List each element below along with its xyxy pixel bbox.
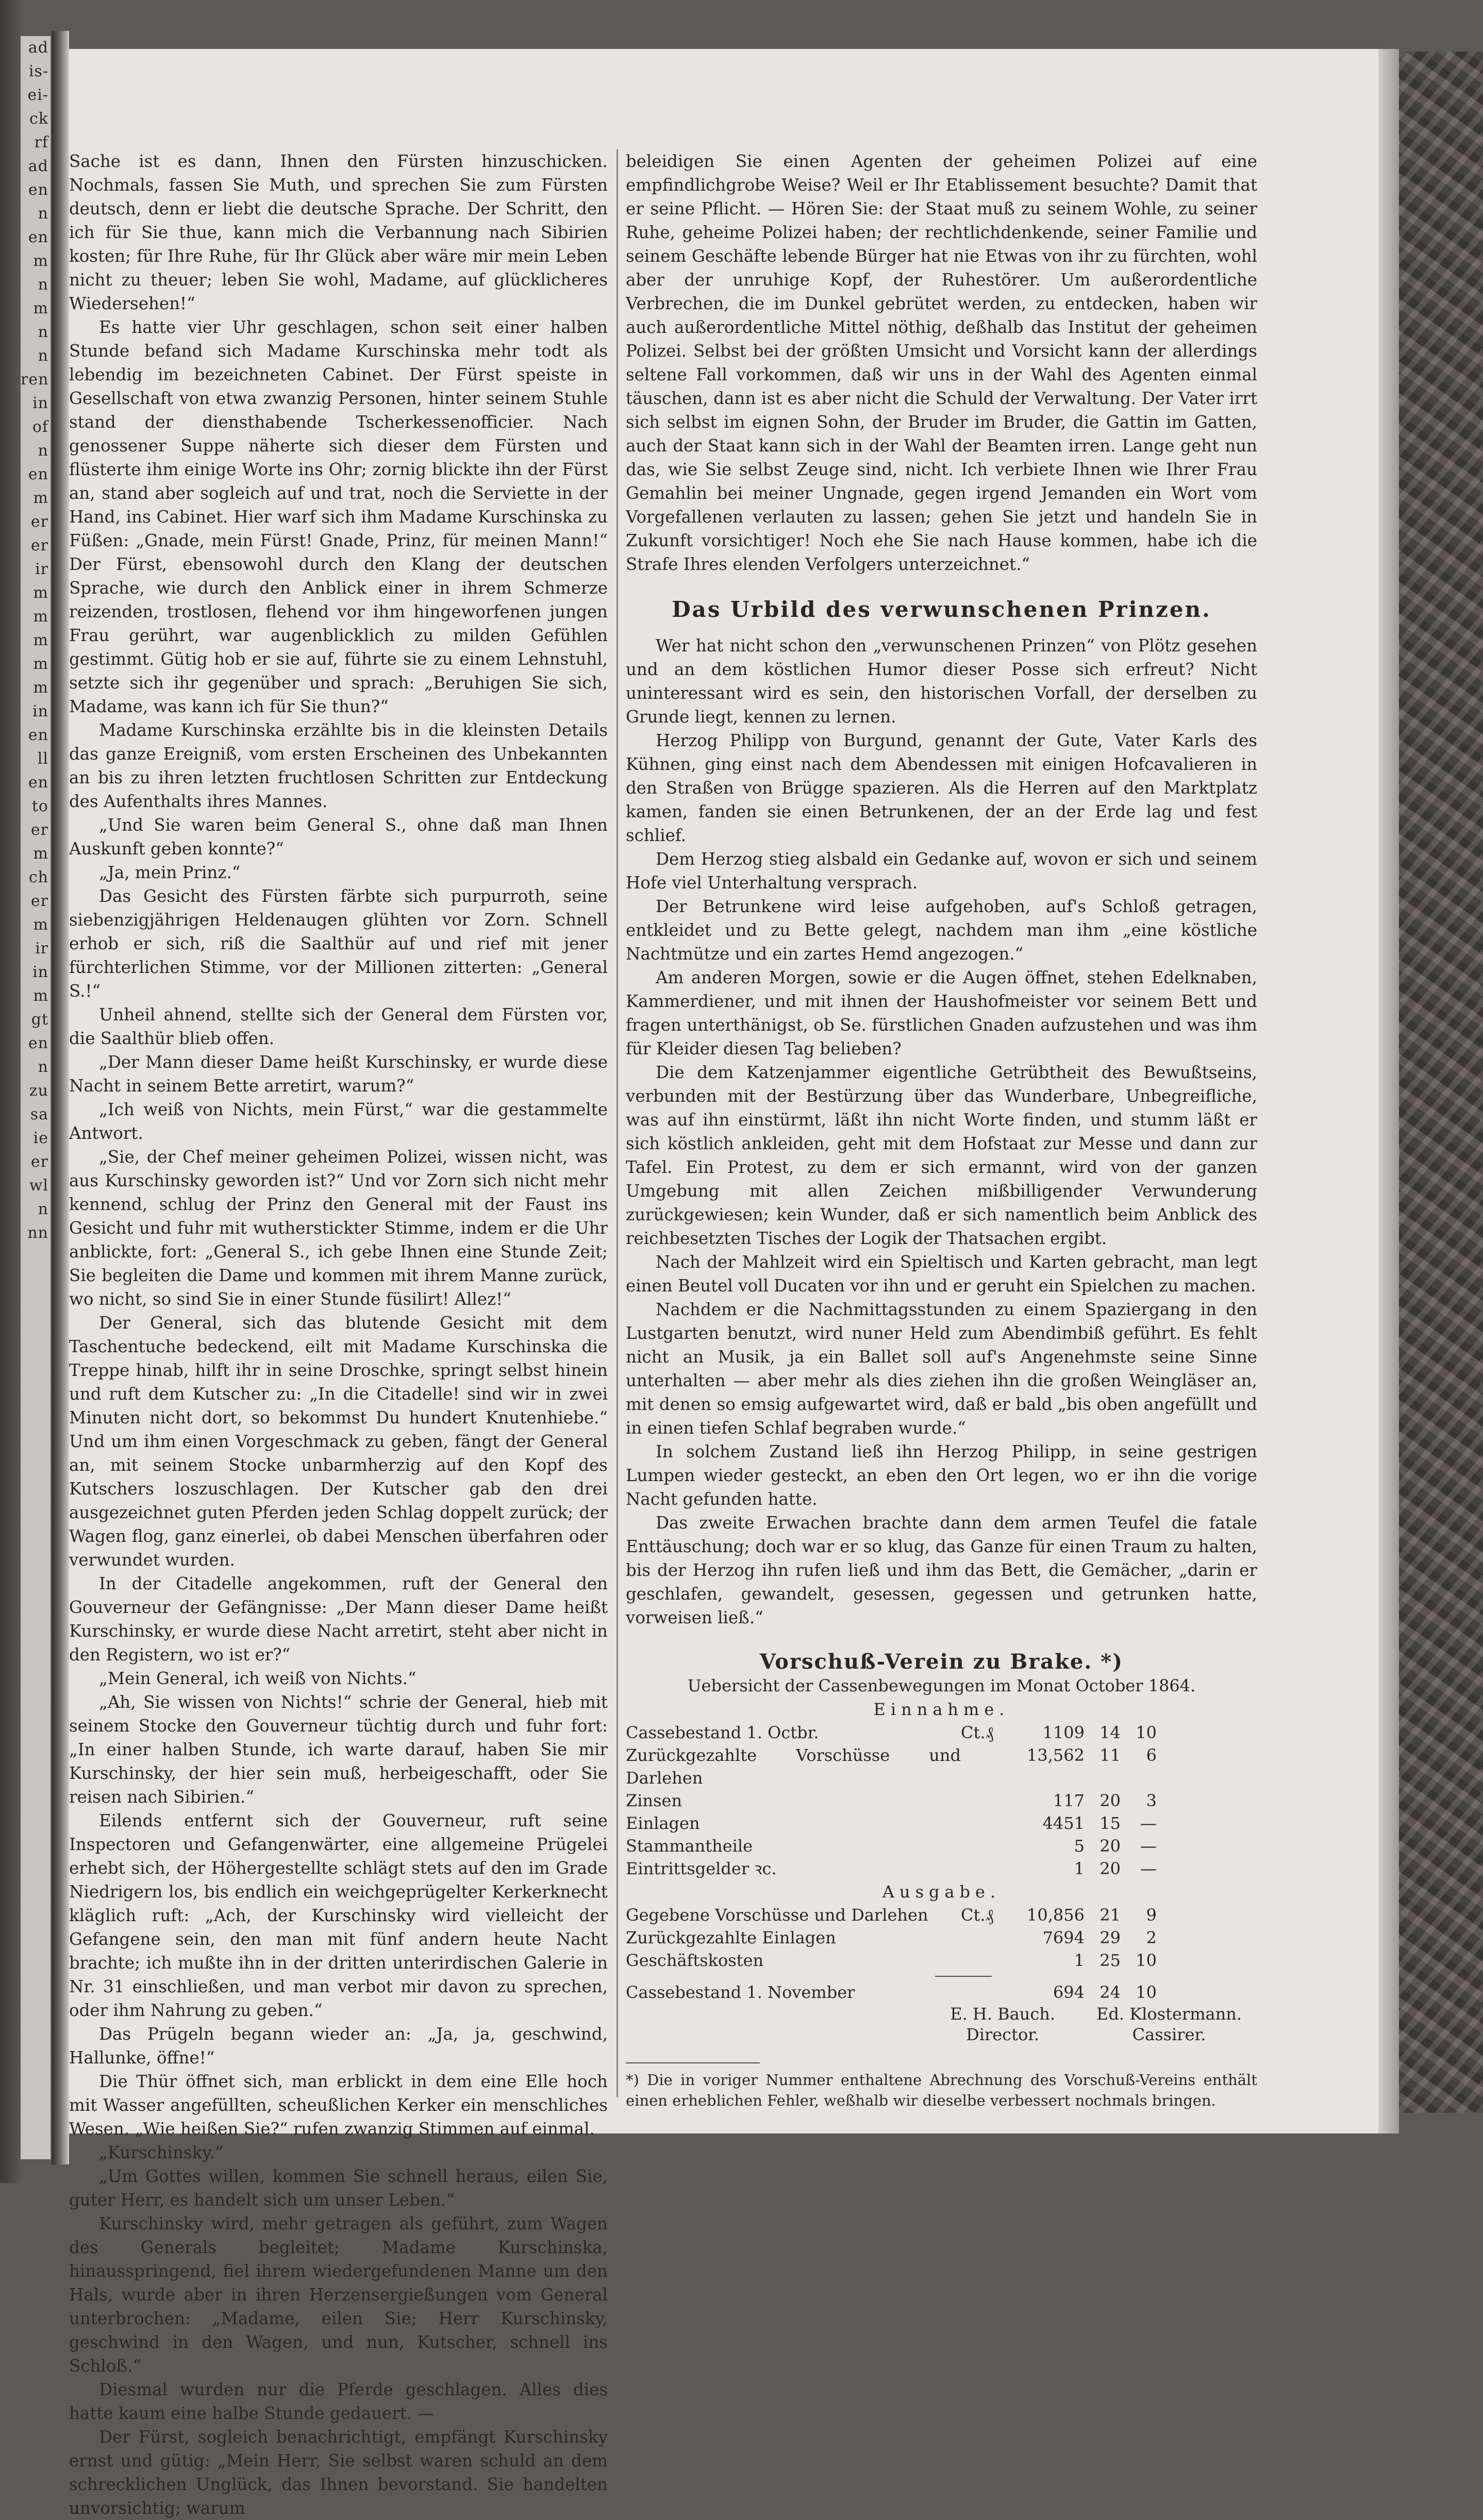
paragraph: „Mein General, ich weiß von Nichts.“ xyxy=(99,1669,416,1688)
ledger-row-label: Gegebene Vorschüsse und Darlehen xyxy=(626,1905,928,1925)
newspaper-page xyxy=(69,49,1378,2518)
paragraph: „Und Sie waren beim General S., ohne daß man Ihnen Auskunft geben konnte?“ xyxy=(69,815,608,859)
ledger-row-currency xyxy=(961,1835,1002,1857)
previous-page-line: wl xyxy=(29,1177,48,1195)
previous-page-line: en xyxy=(28,726,48,744)
ledger-row-currency: Ct.₰ xyxy=(961,1905,994,1925)
ledger-section xyxy=(626,1650,1257,2045)
ledger-row-label: Cassebestand 1. November xyxy=(626,1983,855,2002)
ledger-row-pfennig: — xyxy=(1140,1836,1157,1856)
paragraph: Der Betrunkene wird leise aufgehoben, auf's Schloß getragen, entkleidet und zu Bette gelegt, nachdem man ihm „eine köstliche Nachtmütze und ein zartes Hemd angezogen.“ xyxy=(626,897,1257,964)
paragraph: „Ja, mein Prinz.“ xyxy=(99,863,241,882)
ledger-expense-label: Ausgabe. xyxy=(882,1882,1001,1902)
previous-page-line: n xyxy=(38,442,48,460)
previous-page-line: m xyxy=(33,489,48,507)
paragraph: Das Prügeln begann wieder an: „Ja, ja, geschwind, Hallunke, öffne!“ xyxy=(69,2024,608,2068)
paragraph: „Der Mann dieser Dame heißt Kurschinsky, er wurde diese Nacht in seinem Bette arretirt, warum?“ xyxy=(69,1052,608,1096)
column-divider xyxy=(616,149,618,2097)
previous-page-line: of xyxy=(32,418,48,436)
paragraph: Die Thür öffnet sich, man erblickt in dem eine Elle hoch mit Wasser angefüllten, scheußlichen Kerker ein menschliches Wesen. „Wie heißen Sie?“ rufen zwanzig Stimmen auf einmal. xyxy=(69,2072,608,2139)
previous-page-line: ch xyxy=(28,868,48,886)
book-binding-left xyxy=(0,0,21,2183)
previous-page-line: m xyxy=(33,679,48,697)
ledger-row-groschen: 20 xyxy=(1099,1836,1121,1856)
paragraph: Diesmal wurden nur die Pferde geschlagen. Alles dies hatte kaum eine halbe Stunde gedauert. — xyxy=(69,2380,608,2423)
ledger-row-groschen: 29 xyxy=(1099,1928,1121,1947)
footnote: *) Die in voriger Nummer enthaltene Abrechnung des Vorschuß-Vereins enthält einen erheblichen Fehler, weßhalb wir dieselbe verbessert nochmals bringen. xyxy=(626,2071,1257,2109)
paragraph: Unheil ahnend, stellte sich der General dem Fürsten vor, die Saalthür blieb offen. xyxy=(69,1005,608,1048)
ledger-row-pfennig: 2 xyxy=(1146,1928,1157,1947)
ledger-row-pfennig: 10 xyxy=(1136,1951,1157,1970)
previous-page-line: n xyxy=(38,323,48,341)
previous-page-line: n xyxy=(38,276,48,294)
ledger-row-label: Cassebestand 1. Octbr. xyxy=(626,1723,819,1742)
ledger-title: Vorschuß-Verein zu Brake. *) xyxy=(759,1650,1124,1674)
ledger-row-thaler: 5 xyxy=(1074,1836,1085,1856)
ledger-row-label: Zurückgezahlte Einlagen xyxy=(626,1928,836,1947)
paragraph: Herzog Philipp von Burgund, genannt der Gute, Vater Karls des Kühnen, ging einst nach dem Abendessen mit einigen Hofcavalieren in den Straßen von Brügge spazieren. Als die Herren auf den Marktplatz kamen, fanden sie einen Betrunkenen, der an der Erde lag und fest schlief. xyxy=(626,731,1257,845)
paragraph: Nach der Mahlzeit wird ein Spieltisch und Karten gebracht, man legt einen Beutel voll Ducaten vor ihn und er geruht ein Spielchen zu machen. xyxy=(626,1252,1257,1296)
ledger-row-pfennig: 10 xyxy=(1136,1723,1157,1742)
ledger-row-currency xyxy=(961,1744,1002,1789)
paragraph: Sache ist es dann, Ihnen den Fürsten hinzuschicken. Nochmals, fassen Sie Muth, und sprechen Sie zum Fürsten deutsch, denn er liebt die deutsche Sprache. Der Schritt, den ich für Sie thue, kann mich die Verbannung nach Sibirien kosten; für Ihre Ruhe, für Ihr Glück aber wäre mir mein Leben nicht zu theuer; leben Sie wohl, Madame, auf glücklicheres Wiedersehen!“ xyxy=(69,152,608,313)
paragraph: „Kurschinsky.“ xyxy=(99,2143,224,2162)
ledger-row-currency xyxy=(961,1949,1002,1972)
previous-page-edge xyxy=(21,36,52,2159)
previous-page-line: rf xyxy=(34,133,48,152)
paragraph: „Sie, der Chef meiner geheimen Polizei, wissen nicht, was aus Kurschinsky geworden ist?“ Und vor Zorn sich nicht mehr kennend, schlug der Prinz den General mit der Faust ins Gesicht und fuhr mit wutherstickter Stimme, indem er die Uhr anblickte, fort: „General S., ich gebe Ihnen eine Stunde Zeit; Sie begleiten die Dame und kommen mit ihrem Manne zurück, wo nicht, so sind Sie in einer Stunde füsilirt! Allez!“ xyxy=(69,1147,608,1309)
previous-page-line: zu xyxy=(29,1082,48,1100)
ledger-row-groschen: 14 xyxy=(1099,1723,1121,1742)
previous-page-line: m xyxy=(33,916,48,934)
previous-page-line: en xyxy=(28,181,48,199)
ledger-row xyxy=(626,1789,1257,1812)
ledger-row-groschen: 21 xyxy=(1099,1905,1121,1925)
ledger-row-label: Geschäftskosten xyxy=(626,1951,764,1970)
signature-director xyxy=(950,2004,1055,2045)
previous-page-line: en xyxy=(28,228,48,246)
story-continuation xyxy=(626,149,1257,576)
paragraph: Es hatte vier Uhr geschlagen, schon seit einer halben Stunde befand sich Madame Kurschinska mehr todt als lebendig im bezeichneten Cabinet. Der Fürst speiste in Gesellschaft von etwa zwanzig Personen, hinter seinem Stuhle stand der diensthabende Tscherkessenofficier. Nach genossener Suppe näherte sich dieser dem Fürsten und flüsterte ihm einige Worte ins Ohr; zornig blickte ihn der Fürst an, stand aber sogleich auf und trat, noch die Serviette in der Hand, ins Cabinet. Hier warf sich ihm Madame Kurschinska zu Füßen: „Gnade, mein Fürst! Gnade, Prinz, für meinen Mann!“ Der Fürst, ebensowohl durch den Klang der deutschen Sprache, wie durch den Anblick einer in ihrem Schmerze reizenden, trostlosen, flehend vor ihm hingeworfenen jungen Frau gerührt, war augenblicklich zu milden Gefühlen gestimmt. Gütig hob er sie auf, führte sie zu einem Lehnstuhl, setzte sich ihr gegenüber und sprach: „Beruhigen Sie sich, Madame, was kann ich für Sie thun?“ xyxy=(69,317,608,716)
previous-page-line: en xyxy=(28,465,48,483)
ledger-row-currency xyxy=(961,1789,1002,1812)
ledger-row-thaler: 117 xyxy=(1053,1791,1085,1810)
ledger-row-thaler: 694 xyxy=(1053,1983,1085,2002)
ledger-row-groschen: 24 xyxy=(1099,1983,1121,2002)
previous-page-line: en xyxy=(28,774,48,792)
previous-page-line: n xyxy=(38,347,48,365)
previous-page-line: n xyxy=(38,1200,48,1218)
ledger-row-thaler: 7694 xyxy=(1042,1928,1085,1947)
previous-page-line: to xyxy=(31,797,48,815)
previous-page-line: er xyxy=(30,1153,48,1171)
signature-role: Cassirer. xyxy=(1132,2025,1206,2044)
ledger-row-currency xyxy=(961,1926,1002,1949)
previous-page-line: n xyxy=(38,205,48,223)
ledger-row xyxy=(626,1904,1257,1926)
ledger-row-thaler: 1109 xyxy=(1042,1723,1085,1742)
ledger-row-groschen: 25 xyxy=(1099,1951,1121,1970)
paragraph: Der General, sich das blutende Gesicht mit dem Taschentuche bedeckend, eilt mit Madame Kurschinska die Treppe hinab, hilft ihr in seine Droschke, springt selbst hinein und ruft dem Kutscher zu: „In die Citadelle! sind wir in zwei Minuten nicht dort, so bekommst Du hundert Knutenhiebe.“ Und um ihm einen Vorgeschmack zu geben, fängt der General an, mit seinem Stocke unbarmherzig auf den Kopf des Kutschers loszuschlagen. Der Kutscher gab den drei ausgezeichnet guten Pferden jeden Schlag doppelt zurück; der Wagen flog, ganz einerlei, ob dabei Menschen überfahren oder verwundet wurden. xyxy=(69,1313,608,1570)
previous-page-line: in xyxy=(32,963,48,981)
paragraph: Die dem Katzenjammer eigentliche Getrübtheit des Bewußtseins, verbunden mit der Bestürzung über das Wunderbare, Unbegreifliche, was auf ihn einstürmt, läßt ihn nicht Worte finden, und stumm läßt er sich köstlich ankleiden, geht mit dem Hofstaat zur Messe und dann zur Tafel. Ein Protest, zu dem er sich ermannt, wird von der ganzen Umgebung mit allen Zeichen mißbilligender Verwunderung zurückgewiesen; kein Wunder, daß er sich namentlich beim Anblick des reichbesetzten Tisches der Logik der Thatsachen ergibt. xyxy=(626,1063,1257,1248)
footnote-rule xyxy=(626,2062,760,2063)
ledger-expense-rows xyxy=(626,1904,1257,1972)
previous-page-line: ren xyxy=(21,371,49,389)
ledger-row xyxy=(626,1721,1257,1744)
paragraph: Kurschinsky wird, mehr getragen als geführt, zum Wagen des Generals begleitet; Madame Kurschinska, hinausspringend, fiel ihrem wiedergefundenen Manne um den Hals, wurde aber in ihren Herzensergießungen vom General unterbrochen: „Madame, eilen Sie; Herr Kurschinsky, geschwind in den Wagen, und nun, Kutscher, schnell ins Schloß.“ xyxy=(69,2214,608,2376)
paragraph: Das zweite Erwachen brachte dann dem armen Teufel die fatale Enttäuschung; doch war er so klug, das Ganze für einen Traum zu halten, bis der Herzog ihn rufen ließ und ihm das Bett, die Gemächer, „darin er geschlafen, gewandelt, gesessen, gegessen und getrunken hatte, vorweisen ließ.“ xyxy=(626,1513,1257,1627)
previous-page-line: er xyxy=(30,536,48,555)
paragraph: „Ich weiß von Nichts, mein Fürst,“ war die gestammelte Antwort. xyxy=(69,1100,608,1143)
ledger-row-label: Zurückgezahlte Vorschüsse und Darlehen xyxy=(626,1745,961,1788)
previous-page-line: ll xyxy=(37,750,48,768)
ledger-row-thaler: 4451 xyxy=(1042,1813,1085,1833)
book-gutter xyxy=(52,31,69,2164)
previous-page-line: m xyxy=(33,584,48,602)
page-stack-edge xyxy=(1378,49,1399,2133)
signature-role: Director. xyxy=(966,2025,1040,2044)
ledger-row-groschen: 11 xyxy=(1099,1745,1121,1765)
ledger-row xyxy=(626,1744,1257,1789)
article-body xyxy=(626,634,1257,1629)
ledger-subtitle: Uebersicht der Cassenbewegungen im Monat October 1864. xyxy=(687,1676,1196,1695)
ledger-row xyxy=(626,1857,1257,1880)
right-column xyxy=(626,149,1257,2111)
paragraph: Am anderen Morgen, sowie er die Augen öffnet, stehen Edelknaben, Kammerdiener, und mit ihnen der Haushofmeister vor seinem Bett und fragen unterthänigst, ob Se. fürstlichen Gnaden aufzustehen und was ihm für Kleider diesen Tag belieben? xyxy=(626,968,1257,1059)
previous-page-line: ad xyxy=(28,157,48,175)
ledger-row-label: Einlagen xyxy=(626,1813,700,1833)
ledger-signatures xyxy=(626,2004,1257,2045)
ledger-row-thaler: 13,562 xyxy=(1027,1745,1085,1765)
ledger-row xyxy=(626,1926,1257,1949)
ledger-row-label: Stammantheile xyxy=(626,1836,753,1856)
paragraph: In solchem Zustand ließ ihn Herzog Philipp, in seine gestrigen Lumpen wieder gesteckt, an eben den Ort legen, wo er ihn die vorige Nacht gefunden hatte. xyxy=(626,1442,1257,1509)
paragraph: Wer hat nicht schon den „verwunschenen Prinzen“ von Plötz gesehen und an dem köstlichen Humor dieser Posse sich erfreut? Nicht uninteressant wird es sein, den historischen Vorfall, der derselben zu Grunde liegt, kennen zu lernen. xyxy=(626,636,1257,727)
ledger-row-groschen: 15 xyxy=(1099,1813,1121,1833)
ledger-row-pfennig: 9 xyxy=(1146,1905,1157,1925)
paragraph: Das Gesicht des Fürsten färbte sich purpurroth, seine siebenzigjährigen Heldenaugen glühten vor Zorn. Schnell erhob er sich, riß die Saalthür auf und rief mit jener fürchterlichen Stimme, vor der Millionen zitterten: „General S.!“ xyxy=(69,886,608,1001)
previous-page-line: m xyxy=(33,655,48,673)
ledger-row-label: Eintrittsgelder ꝛc. xyxy=(626,1859,777,1878)
previous-page-line: en xyxy=(28,1034,48,1052)
left-column xyxy=(69,149,608,2520)
previous-page-line: m xyxy=(33,608,48,626)
marbled-cover xyxy=(1399,52,1483,2113)
paragraph: In der Citadelle angekommen, ruft der General den Gouverneur der Gefängnisse: „Der Mann dieser Dame heißt Kurschinsky, er wurde diese Nacht arretirt, steht aber nicht in den Registern, wo ist er?“ xyxy=(69,1574,608,1665)
ledger-row-thaler: 10,856 xyxy=(1027,1905,1085,1925)
previous-page-line: ei- xyxy=(27,86,48,104)
signature-name: E. H. Bauch. xyxy=(950,2004,1056,2024)
ledger-row-pfennig: 6 xyxy=(1146,1745,1157,1765)
ledger-row-label: Zinsen xyxy=(626,1791,682,1810)
previous-page-line: in xyxy=(32,702,48,720)
paragraph: Eilends entfernt sich der Gouverneur, ruft seine Inspectoren und Gefangenwärter, eine allgemeine Prügelei erhebt sich, der Höhergestellte schlägt stets auf den im Grade Niedrigern los, bis endlich ein weichgeprügelter Kerkerknecht kläglich ruft: „Ach, der Kurschinsky wird vielleicht der Gefangene sein, den man mit fünf andern heute Nacht brachte; ich mußte ihn in der dritten unterirdischen Galerie in Nr. 31 einschließen, und man verbot mir davon zu sprechen, oder ihm Nahrung zu geben.“ xyxy=(69,1811,608,2020)
previous-page-line: ir xyxy=(35,939,48,957)
ledger-row-currency xyxy=(961,1981,1002,2004)
ledger-row xyxy=(626,1835,1257,1857)
previous-page-line: n xyxy=(38,1058,48,1076)
ledger-income-rows xyxy=(626,1721,1257,1880)
ledger-row-pfennig: 3 xyxy=(1146,1791,1157,1810)
ledger-row-pfennig: — xyxy=(1140,1859,1157,1878)
ledger-row xyxy=(626,1812,1257,1835)
ledger-row-thaler: 1 xyxy=(1074,1951,1085,1970)
previous-page-line: ir xyxy=(35,560,48,578)
ledger-row-thaler: 1 xyxy=(1074,1859,1085,1878)
ledger-closing-row xyxy=(626,1981,1257,2004)
ledger-row-groschen: 20 xyxy=(1099,1791,1121,1810)
signature-name: Ed. Klostermann. xyxy=(1096,2004,1242,2024)
previous-page-line: m xyxy=(33,987,48,1005)
paragraph: „Ah, Sie wissen von Nichts!“ schrie der General, hieb mit seinem Stocke den Gouverneur tüchtig durch und fuhr fort: „In einer halben Stunde, ich warte darauf, haben Sie mir Kurschinsky, der hier sein muß, herbeigeschafft, oder Sie reisen nach Sibirien.“ xyxy=(69,1692,608,1807)
paragraph: Madame Kurschinska erzählte bis in die kleinsten Details das ganze Ereigniß, vom ersten Erscheinen des Unbekannten an bis zu ihren letzten fruchtlosen Schritten zur Entdeckung des Aufenthalts ihres Mannes. xyxy=(69,720,608,811)
previous-page-line: er xyxy=(30,892,48,910)
previous-page-line: ck xyxy=(29,110,48,128)
paragraph: beleidigen Sie einen Agenten der geheimen Polizei auf eine empfindlichgrobe Weise? Weil er Ihr Etablissement besuchte? Damit that er seine Pflicht. — Hören Sie: der Staat muß zu seinem Wohle, zu seiner Ruhe, geheime Polizei haben; der rechtlichdenkende, seiner Familie und seinem Geschäfte lebende Bürger hat nie Etwas von ihr zu fürchten, wohl aber der unruhige Kopf, der Ruhestörer. Um außerordentliche Verbrechen, die im Dunkel gebrütet werden, zu entdecken, haben wir auch außerordentliche Mittel nöthig, deßhalb das Institut der geheimen Polizei. Selbst bei der größten Umsicht und Vorsicht kann der allerdings seltene Fall vorkommen, daß wir uns in der Wahl des Agenten einmal täuschen, dann ist es aber nicht die Schuld der Verwaltung. Der Vater irrt sich selbst im eignen Sohn, der Bruder im Bruder, die Gattin im Gatten, auch der Staat kann sich in der Wahl der Beamten irren. Lange geht nun das, wie Sie selbst Zeuge sind, nicht. Ich verbiete Ihnen wie Ihrer Frau Gemahlin bei meiner Ungnade, gegen irgend Jemanden ein Wort vom Vorgefallenen verlauten zu lassen; gehen Sie jetzt und handeln Sie in Zukunft vorsichtiger! Noch ehe Sie nach Hause kommen, habe ich die Strafe Ihres elenden Verfolgers unterzeichnet.“ xyxy=(626,152,1257,574)
ledger-row-currency xyxy=(961,1812,1002,1835)
previous-page-line: is- xyxy=(28,62,48,80)
paragraph: „Um Gottes willen, kommen Sie schnell heraus, eilen Sie, guter Herr, es handelt sich um unser Leben.“ xyxy=(69,2166,608,2210)
paragraph: Der Fürst, sogleich benachrichtigt, empfängt Kurschinsky ernst und gütig: „Mein Herr, Sie selbst waren schuld an dem schrecklichen Unglück, das Ihnen bevorstand. Sie handelten unvorsichtig; warum xyxy=(69,2427,608,2518)
paragraph: Dem Herzog stieg alsbald ein Gedanke auf, wovon er sich und seinem Hofe viel Unterhaltung versprach. xyxy=(626,849,1257,893)
previous-page-line: in xyxy=(32,394,48,412)
ledger-row-pfennig: 10 xyxy=(1136,1983,1157,2002)
signature-cashier xyxy=(1096,2004,1242,2045)
paragraph: Nachdem er die Nachmittagsstunden zu einem Spaziergang in den Lustgarten benutzt, wird nuner Held zum Abendimbiß geführt. Es fehlt nicht an Musik, ja ein Ballet soll auf's Angenehmste seine Sinne unterhalten — aber mehr als dies ziehen ihn die großen Weingläser an, mit denen so emsig aufgewartet wird, daß er bald „bis oben angefüllt und in einen tiefen Schlaf begraben wurde.“ xyxy=(626,1300,1257,1438)
previous-page-line: er xyxy=(30,513,48,531)
ledger-row-pfennig: — xyxy=(1140,1813,1157,1833)
ledger-row-currency xyxy=(961,1857,1002,1880)
article-heading: Das Urbild des verwunschenen Prinzen. xyxy=(672,597,1211,622)
previous-page-line: sa xyxy=(30,1105,48,1123)
previous-page-line: er xyxy=(30,821,48,839)
previous-page-line: ie xyxy=(33,1129,48,1147)
previous-page-line: nn xyxy=(27,1224,48,1242)
ledger-row-groschen: 20 xyxy=(1099,1859,1121,1878)
previous-page-line: m xyxy=(33,631,48,649)
previous-page-line: gt xyxy=(31,1011,48,1029)
previous-page-text-fragments xyxy=(21,36,51,1245)
ledger-income-label: Einnahme. xyxy=(873,1700,1010,1719)
previous-page-line: m xyxy=(33,299,48,317)
previous-page-line: m xyxy=(33,252,48,270)
ledger-row xyxy=(626,1949,1257,1972)
previous-page-line: ad xyxy=(28,39,48,57)
previous-page-line: m xyxy=(33,845,48,863)
ledger-row-currency: Ct.₰ xyxy=(961,1723,994,1742)
ledger-rule xyxy=(935,1976,992,1977)
